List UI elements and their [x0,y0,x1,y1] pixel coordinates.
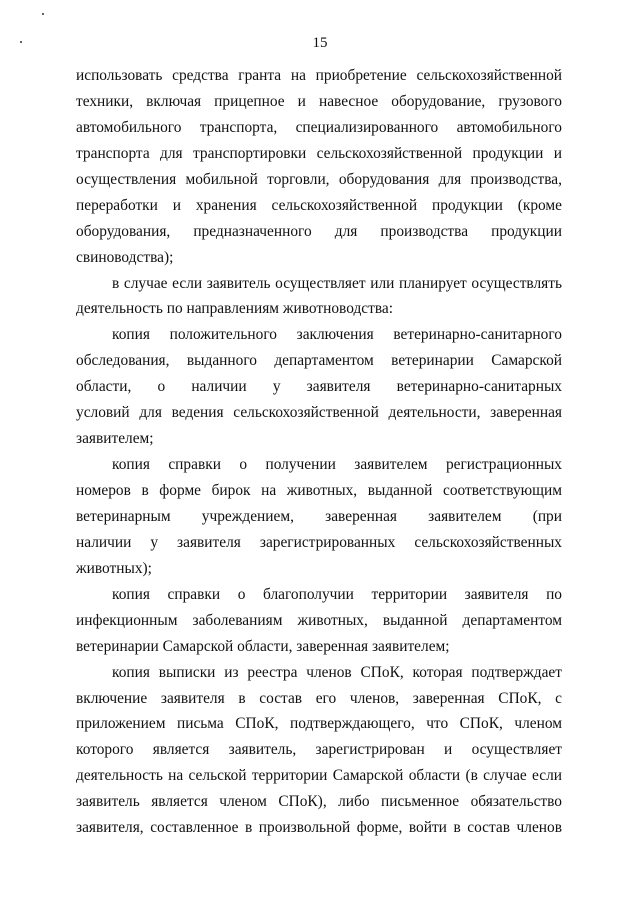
text-line: использовать средства гранта на приобретение сельскохозяйственной [76,67,562,84]
text-line: условий для ведения сельскохозяйственной деятельности, заверенная [76,404,562,422]
text-line: заявителя, составленное в произвольной форме, войти в состав членов [76,819,562,837]
text-line: ветеринарии Самарской области, заверенная заявителем; [76,637,450,655]
text-line: заявителем; [76,430,154,448]
text-line: обследования, выданного департаментом ветеринарии Самарской [76,352,562,370]
text-line: приложением письма СПоК, подтверждающего, что СПоК, членом [76,715,562,733]
text-line: транспорта для транспортировки сельскохозяйственной продукции и [76,144,562,162]
text-line: инфекционным заболеваниям животных, выданной департаментом [76,611,562,629]
text-line: автомобильного транспорта, специализированного автомобильного [76,118,562,136]
text-line: заявитель является членом СПоК), либо письменное обязательство [76,793,562,811]
text-line: в случае если заявитель осуществляет или планирует осуществлять [112,274,562,292]
scan-speck [42,13,44,15]
text-line: наличии у заявителя зарегистрированных сельскохозяйственных [76,533,562,551]
text-line: осуществления мобильной торговли, оборудования для производства, [76,170,562,188]
text-line: копия справки о получении заявителем регистрационных [112,456,562,474]
text-line: копия положительного заключения ветеринарно-санитарного [112,326,562,344]
text-line: области, о наличии у заявителя ветеринарно-санитарных [76,378,562,396]
page-number: 15 [312,35,328,51]
text-line: свиноводства); [76,248,174,266]
text-line: номеров в форме бирок на животных, выданной соответствующим [76,482,562,499]
text-line: переработки и хранения сельскохозяйственной продукции (кроме [76,196,562,214]
text-line: животных); [76,559,152,577]
text-line: копия выписки из реестра членов СПоК, которая подтверждает [112,663,562,681]
text-line: копия справки о благополучии территории заявителя по [112,585,562,603]
text-line: оборудования, предназначенного для производства продукции [76,222,562,240]
text-line: которого является заявитель, зарегистрирован и осуществляет [76,741,562,759]
text-line: техники, включая прицепное и навесное оборудование, грузового [76,92,562,110]
document-body-text [76,63,562,841]
text-line: деятельность на сельской территории Самарской области (в случае если [76,767,562,785]
text-line: включение заявителя в состав его членов, заверенная СПоК, с [76,689,562,707]
text-line: ветеринарным учреждением, заверенная заявителем (при [76,507,562,525]
text-line: деятельность по направлениям животноводства: [76,300,394,318]
